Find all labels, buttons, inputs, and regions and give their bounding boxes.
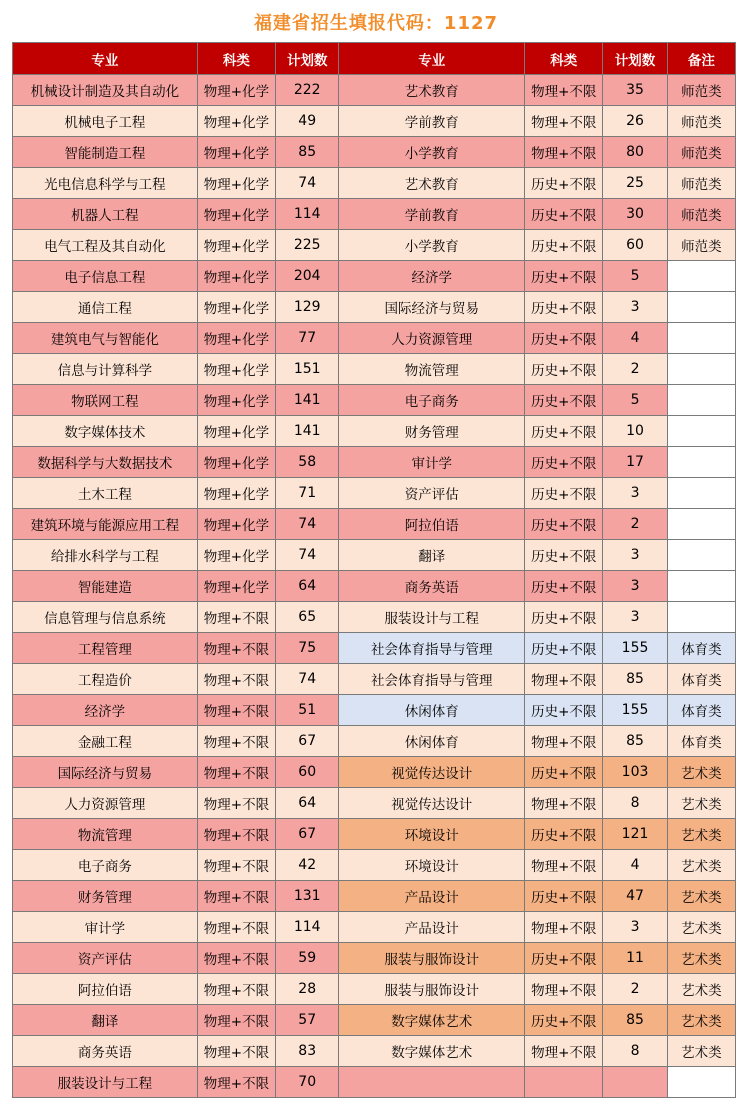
table-row xyxy=(13,323,736,354)
left-subject-cell: 物理+化学 xyxy=(197,230,275,261)
left-subject-cell: 物理+不限 xyxy=(197,788,275,819)
right-subject-cell xyxy=(525,1067,603,1098)
left-plan-count-cell: 151 xyxy=(276,354,339,385)
right-remark-cell: 艺术类 xyxy=(667,788,735,819)
right-subject-cell: 历史+不限 xyxy=(525,695,603,726)
left-plan-count-cell: 51 xyxy=(276,695,339,726)
table-row xyxy=(13,1005,736,1036)
left-major-cell: 电子商务 xyxy=(13,850,198,881)
right-remark-cell: 师范类 xyxy=(667,168,735,199)
right-plan-count-cell: 103 xyxy=(603,757,667,788)
right-major-cell: 物流管理 xyxy=(339,354,525,385)
right-plan-count-cell: 155 xyxy=(603,633,667,664)
table-row xyxy=(13,1067,736,1098)
right-plan-count-cell: 10 xyxy=(603,416,667,447)
left-major-cell: 资产评估 xyxy=(13,943,198,974)
left-major-cell: 机器人工程 xyxy=(13,199,198,230)
left-major-cell: 数字媒体技术 xyxy=(13,416,198,447)
right-plan-count-cell: 5 xyxy=(603,261,667,292)
left-major-cell: 建筑环境与能源应用工程 xyxy=(13,509,198,540)
left-plan-count-cell: 114 xyxy=(276,199,339,230)
right-remark-cell: 师范类 xyxy=(667,75,735,106)
left-subject-cell: 物理+不限 xyxy=(197,602,275,633)
table-row xyxy=(13,447,736,478)
right-plan-count-cell: 8 xyxy=(603,788,667,819)
left-major-cell: 智能制造工程 xyxy=(13,137,198,168)
left-subject-cell: 物理+化学 xyxy=(197,571,275,602)
left-major-cell: 工程管理 xyxy=(13,633,198,664)
right-remark-cell: 艺术类 xyxy=(667,912,735,943)
right-major-cell: 国际经济与贸易 xyxy=(339,292,525,323)
right-remark-cell: 体育类 xyxy=(667,664,735,695)
table-row xyxy=(13,850,736,881)
table-row xyxy=(13,695,736,726)
left-plan-count-cell: 74 xyxy=(276,540,339,571)
left-major-cell: 机械设计制造及其自动化 xyxy=(13,75,198,106)
right-remark-cell: 体育类 xyxy=(667,633,735,664)
right-remark-cell xyxy=(667,323,735,354)
left-major-cell: 数据科学与大数据技术 xyxy=(13,447,198,478)
right-remark-cell xyxy=(667,385,735,416)
table-row xyxy=(13,974,736,1005)
right-remark-cell xyxy=(667,261,735,292)
left-plan-count-cell: 59 xyxy=(276,943,339,974)
right-subject-cell: 物理+不限 xyxy=(525,664,603,695)
table-row xyxy=(13,261,736,292)
left-subject-cell: 物理+不限 xyxy=(197,912,275,943)
right-subject-cell: 历史+不限 xyxy=(525,509,603,540)
table-row xyxy=(13,385,736,416)
right-plan-count-cell: 5 xyxy=(603,385,667,416)
right-remark-cell xyxy=(667,571,735,602)
table-row xyxy=(13,230,736,261)
left-major-cell: 经济学 xyxy=(13,695,198,726)
right-subject-cell: 历史+不限 xyxy=(525,1005,603,1036)
right-remark-cell: 艺术类 xyxy=(667,757,735,788)
left-plan-count-cell: 49 xyxy=(276,106,339,137)
right-plan-count-cell: 2 xyxy=(603,509,667,540)
right-major-cell: 服装与服饰设计 xyxy=(339,943,525,974)
right-subject-cell: 物理+不限 xyxy=(525,106,603,137)
left-major-cell: 土木工程 xyxy=(13,478,198,509)
header-subject-left: 科类 xyxy=(197,43,275,75)
right-remark-cell: 艺术类 xyxy=(667,881,735,912)
right-subject-cell: 历史+不限 xyxy=(525,478,603,509)
header-remark: 备注 xyxy=(667,43,735,75)
left-plan-count-cell: 42 xyxy=(276,850,339,881)
left-plan-count-cell: 75 xyxy=(276,633,339,664)
table-row xyxy=(13,819,736,850)
left-major-cell: 通信工程 xyxy=(13,292,198,323)
left-plan-count-cell: 67 xyxy=(276,726,339,757)
right-plan-count-cell: 2 xyxy=(603,974,667,1005)
right-major-cell: 视觉传达设计 xyxy=(339,757,525,788)
left-subject-cell: 物理+不限 xyxy=(197,1067,275,1098)
right-plan-count-cell: 3 xyxy=(603,571,667,602)
right-plan-count-cell: 25 xyxy=(603,168,667,199)
left-major-cell: 电子信息工程 xyxy=(13,261,198,292)
right-plan-count-cell: 3 xyxy=(603,292,667,323)
right-plan-count-cell xyxy=(603,1067,667,1098)
right-major-cell: 小学教育 xyxy=(339,137,525,168)
left-major-cell: 机械电子工程 xyxy=(13,106,198,137)
left-plan-count-cell: 83 xyxy=(276,1036,339,1067)
left-major-cell: 光电信息科学与工程 xyxy=(13,168,198,199)
right-subject-cell: 历史+不限 xyxy=(525,323,603,354)
right-major-cell: 视觉传达设计 xyxy=(339,788,525,819)
table-row xyxy=(13,106,736,137)
left-subject-cell: 物理+化学 xyxy=(197,354,275,385)
left-plan-count-cell: 28 xyxy=(276,974,339,1005)
table-row xyxy=(13,354,736,385)
table-row xyxy=(13,1036,736,1067)
right-major-cell: 产品设计 xyxy=(339,912,525,943)
right-subject-cell: 物理+不限 xyxy=(525,788,603,819)
left-major-cell: 商务英语 xyxy=(13,1036,198,1067)
right-remark-cell: 师范类 xyxy=(667,199,735,230)
right-major-cell xyxy=(339,1067,525,1098)
left-plan-count-cell: 77 xyxy=(276,323,339,354)
right-plan-count-cell: 85 xyxy=(603,664,667,695)
left-subject-cell: 物理+不限 xyxy=(197,633,275,664)
table-row xyxy=(13,292,736,323)
right-plan-count-cell: 8 xyxy=(603,1036,667,1067)
right-subject-cell: 历史+不限 xyxy=(525,199,603,230)
page-title: 福建省招生填报代码：1127 xyxy=(253,13,499,34)
table-row xyxy=(13,788,736,819)
left-major-cell: 翻译 xyxy=(13,1005,198,1036)
right-subject-cell: 历史+不限 xyxy=(525,757,603,788)
left-plan-count-cell: 57 xyxy=(276,1005,339,1036)
right-remark-cell: 艺术类 xyxy=(667,974,735,1005)
left-plan-count-cell: 131 xyxy=(276,881,339,912)
right-major-cell: 资产评估 xyxy=(339,478,525,509)
right-remark-cell: 艺术类 xyxy=(667,943,735,974)
left-major-cell: 给排水科学与工程 xyxy=(13,540,198,571)
right-remark-cell xyxy=(667,478,735,509)
right-subject-cell: 历史+不限 xyxy=(525,881,603,912)
left-plan-count-cell: 141 xyxy=(276,416,339,447)
right-major-cell: 环境设计 xyxy=(339,850,525,881)
table-row xyxy=(13,75,736,106)
left-subject-cell: 物理+化学 xyxy=(197,75,275,106)
right-major-cell: 环境设计 xyxy=(339,819,525,850)
right-remark-cell xyxy=(667,602,735,633)
right-subject-cell: 物理+不限 xyxy=(525,1036,603,1067)
right-remark-cell xyxy=(667,354,735,385)
left-subject-cell: 物理+化学 xyxy=(197,509,275,540)
right-major-cell: 学前教育 xyxy=(339,199,525,230)
left-plan-count-cell: 67 xyxy=(276,819,339,850)
left-major-cell: 智能建造 xyxy=(13,571,198,602)
right-remark-cell: 师范类 xyxy=(667,106,735,137)
header-plan-count-left: 计划数 xyxy=(276,43,339,75)
table-header-row xyxy=(13,43,736,75)
right-remark-cell xyxy=(667,416,735,447)
right-major-cell: 商务英语 xyxy=(339,571,525,602)
right-major-cell: 财务管理 xyxy=(339,416,525,447)
left-major-cell: 阿拉伯语 xyxy=(13,974,198,1005)
left-plan-count-cell: 85 xyxy=(276,137,339,168)
right-subject-cell: 物理+不限 xyxy=(525,75,603,106)
left-subject-cell: 物理+不限 xyxy=(197,974,275,1005)
right-major-cell: 人力资源管理 xyxy=(339,323,525,354)
right-subject-cell: 物理+不限 xyxy=(525,974,603,1005)
right-plan-count-cell: 35 xyxy=(603,75,667,106)
left-subject-cell: 物理+不限 xyxy=(197,850,275,881)
left-major-cell: 人力资源管理 xyxy=(13,788,198,819)
header-plan-count-right: 计划数 xyxy=(603,43,667,75)
left-subject-cell: 物理+不限 xyxy=(197,664,275,695)
left-subject-cell: 物理+不限 xyxy=(197,1036,275,1067)
right-subject-cell: 物理+不限 xyxy=(525,137,603,168)
header-subject-right: 科类 xyxy=(525,43,603,75)
right-subject-cell: 物理+不限 xyxy=(525,726,603,757)
left-plan-count-cell: 60 xyxy=(276,757,339,788)
right-remark-cell xyxy=(667,540,735,571)
left-subject-cell: 物理+不限 xyxy=(197,726,275,757)
right-remark-cell xyxy=(667,292,735,323)
right-plan-count-cell: 121 xyxy=(603,819,667,850)
header-major-left: 专业 xyxy=(13,43,198,75)
table-row xyxy=(13,540,736,571)
right-major-cell: 经济学 xyxy=(339,261,525,292)
right-plan-count-cell: 4 xyxy=(603,850,667,881)
header-major-right: 专业 xyxy=(339,43,525,75)
right-remark-cell xyxy=(667,1067,735,1098)
right-subject-cell: 历史+不限 xyxy=(525,416,603,447)
right-major-cell: 服装与服饰设计 xyxy=(339,974,525,1005)
right-subject-cell: 物理+不限 xyxy=(525,912,603,943)
right-major-cell: 艺术教育 xyxy=(339,168,525,199)
left-plan-count-cell: 74 xyxy=(276,509,339,540)
left-subject-cell: 物理+不限 xyxy=(197,819,275,850)
right-subject-cell: 历史+不限 xyxy=(525,385,603,416)
right-plan-count-cell: 85 xyxy=(603,1005,667,1036)
right-subject-cell: 历史+不限 xyxy=(525,292,603,323)
right-plan-count-cell: 26 xyxy=(603,106,667,137)
right-remark-cell: 体育类 xyxy=(667,726,735,757)
right-plan-count-cell: 3 xyxy=(603,602,667,633)
left-subject-cell: 物理+化学 xyxy=(197,447,275,478)
left-major-cell: 服装设计与工程 xyxy=(13,1067,198,1098)
table-row xyxy=(13,757,736,788)
table-row xyxy=(13,199,736,230)
table-row xyxy=(13,168,736,199)
right-plan-count-cell: 4 xyxy=(603,323,667,354)
right-plan-count-cell: 155 xyxy=(603,695,667,726)
left-plan-count-cell: 222 xyxy=(276,75,339,106)
right-remark-cell: 艺术类 xyxy=(667,1036,735,1067)
left-major-cell: 工程造价 xyxy=(13,664,198,695)
left-major-cell: 电气工程及其自动化 xyxy=(13,230,198,261)
right-plan-count-cell: 11 xyxy=(603,943,667,974)
right-remark-cell xyxy=(667,509,735,540)
left-subject-cell: 物理+不限 xyxy=(197,695,275,726)
right-subject-cell: 历史+不限 xyxy=(525,354,603,385)
left-plan-count-cell: 65 xyxy=(276,602,339,633)
right-major-cell: 休闲体育 xyxy=(339,726,525,757)
right-major-cell: 阿拉伯语 xyxy=(339,509,525,540)
right-major-cell: 社会体育指导与管理 xyxy=(339,633,525,664)
left-subject-cell: 物理+化学 xyxy=(197,168,275,199)
left-major-cell: 信息管理与信息系统 xyxy=(13,602,198,633)
right-major-cell: 产品设计 xyxy=(339,881,525,912)
left-subject-cell: 物理+化学 xyxy=(197,478,275,509)
right-plan-count-cell: 2 xyxy=(603,354,667,385)
right-subject-cell: 历史+不限 xyxy=(525,230,603,261)
table-row xyxy=(13,571,736,602)
left-plan-count-cell: 58 xyxy=(276,447,339,478)
left-major-cell: 国际经济与贸易 xyxy=(13,757,198,788)
left-plan-count-cell: 225 xyxy=(276,230,339,261)
right-plan-count-cell: 47 xyxy=(603,881,667,912)
left-subject-cell: 物理+化学 xyxy=(197,137,275,168)
left-subject-cell: 物理+化学 xyxy=(197,540,275,571)
right-major-cell: 审计学 xyxy=(339,447,525,478)
right-remark-cell: 艺术类 xyxy=(667,819,735,850)
right-major-cell: 社会体育指导与管理 xyxy=(339,664,525,695)
right-plan-count-cell: 85 xyxy=(603,726,667,757)
right-plan-count-cell: 3 xyxy=(603,912,667,943)
left-subject-cell: 物理+化学 xyxy=(197,416,275,447)
table-row xyxy=(13,912,736,943)
right-remark-cell: 艺术类 xyxy=(667,1005,735,1036)
table-row xyxy=(13,881,736,912)
right-major-cell: 数字媒体艺术 xyxy=(339,1036,525,1067)
left-subject-cell: 物理+不限 xyxy=(197,881,275,912)
table-row xyxy=(13,478,736,509)
left-plan-count-cell: 71 xyxy=(276,478,339,509)
right-plan-count-cell: 17 xyxy=(603,447,667,478)
table-row xyxy=(13,602,736,633)
left-major-cell: 金融工程 xyxy=(13,726,198,757)
left-plan-count-cell: 129 xyxy=(276,292,339,323)
right-subject-cell: 历史+不限 xyxy=(525,571,603,602)
right-major-cell: 翻译 xyxy=(339,540,525,571)
left-plan-count-cell: 64 xyxy=(276,788,339,819)
table-row xyxy=(13,664,736,695)
right-subject-cell: 历史+不限 xyxy=(525,540,603,571)
left-major-cell: 建筑电气与智能化 xyxy=(13,323,198,354)
right-major-cell: 服装设计与工程 xyxy=(339,602,525,633)
table-row xyxy=(13,633,736,664)
left-plan-count-cell: 141 xyxy=(276,385,339,416)
left-plan-count-cell: 74 xyxy=(276,168,339,199)
right-remark-cell: 艺术类 xyxy=(667,850,735,881)
left-subject-cell: 物理+不限 xyxy=(197,943,275,974)
left-subject-cell: 物理+不限 xyxy=(197,757,275,788)
right-subject-cell: 历史+不限 xyxy=(525,261,603,292)
right-subject-cell: 历史+不限 xyxy=(525,602,603,633)
right-subject-cell: 历史+不限 xyxy=(525,633,603,664)
right-major-cell: 电子商务 xyxy=(339,385,525,416)
left-subject-cell: 物理+化学 xyxy=(197,106,275,137)
right-major-cell: 数字媒体艺术 xyxy=(339,1005,525,1036)
left-subject-cell: 物理+化学 xyxy=(197,261,275,292)
right-remark-cell: 师范类 xyxy=(667,230,735,261)
table-row xyxy=(13,943,736,974)
right-subject-cell: 历史+不限 xyxy=(525,168,603,199)
table-row xyxy=(13,726,736,757)
right-plan-count-cell: 30 xyxy=(603,199,667,230)
left-major-cell: 物流管理 xyxy=(13,819,198,850)
left-plan-count-cell: 74 xyxy=(276,664,339,695)
left-major-cell: 审计学 xyxy=(13,912,198,943)
right-remark-cell: 师范类 xyxy=(667,137,735,168)
left-subject-cell: 物理+不限 xyxy=(197,1005,275,1036)
right-remark-cell xyxy=(667,447,735,478)
left-plan-count-cell: 64 xyxy=(276,571,339,602)
left-plan-count-cell: 204 xyxy=(276,261,339,292)
left-major-cell: 物联网工程 xyxy=(13,385,198,416)
table-row xyxy=(13,416,736,447)
right-subject-cell: 历史+不限 xyxy=(525,943,603,974)
admission-plan-table xyxy=(12,42,736,1098)
left-plan-count-cell: 70 xyxy=(276,1067,339,1098)
table-row xyxy=(13,509,736,540)
right-remark-cell: 体育类 xyxy=(667,695,735,726)
right-major-cell: 休闲体育 xyxy=(339,695,525,726)
left-subject-cell: 物理+化学 xyxy=(197,323,275,354)
left-plan-count-cell: 114 xyxy=(276,912,339,943)
left-major-cell: 信息与计算科学 xyxy=(13,354,198,385)
table-row xyxy=(13,137,736,168)
right-major-cell: 小学教育 xyxy=(339,230,525,261)
left-subject-cell: 物理+化学 xyxy=(197,385,275,416)
right-subject-cell: 历史+不限 xyxy=(525,819,603,850)
left-subject-cell: 物理+化学 xyxy=(197,292,275,323)
right-plan-count-cell: 80 xyxy=(603,137,667,168)
right-subject-cell: 历史+不限 xyxy=(525,447,603,478)
right-plan-count-cell: 3 xyxy=(603,478,667,509)
left-major-cell: 财务管理 xyxy=(13,881,198,912)
right-plan-count-cell: 60 xyxy=(603,230,667,261)
right-major-cell: 艺术教育 xyxy=(339,75,525,106)
right-plan-count-cell: 3 xyxy=(603,540,667,571)
right-subject-cell: 物理+不限 xyxy=(525,850,603,881)
left-subject-cell: 物理+化学 xyxy=(197,199,275,230)
right-major-cell: 学前教育 xyxy=(339,106,525,137)
